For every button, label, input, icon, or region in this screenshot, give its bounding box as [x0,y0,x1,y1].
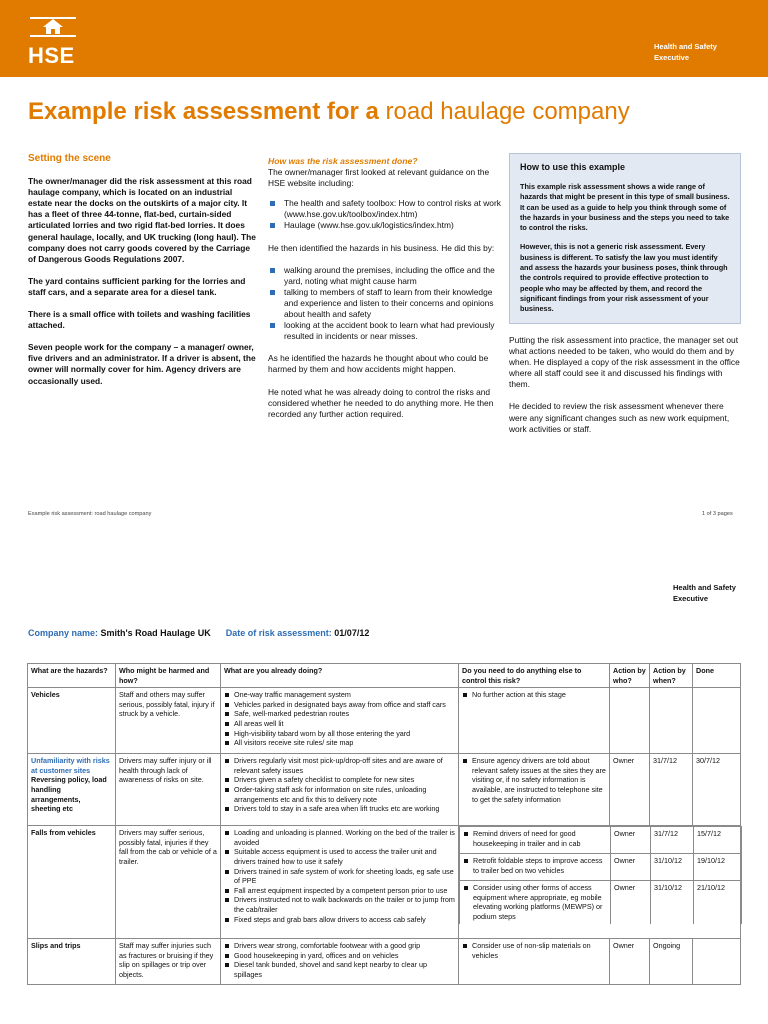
column-header: Done [693,664,741,688]
list-item: The health and safety toolbox: How to control risks at work (www.hse.gov.uk/toolbox/index.htm) [268,198,502,220]
column-header: Who might be harmed and how? [116,664,221,688]
list-item: talking to members of staff to learn from their knowledge and experience and listen to their concerns and opinions about health and safety [268,287,502,320]
house-icon [28,14,78,40]
how-to-use-box [509,153,741,324]
how-done-paragraph: As he identified the hazards he thought about who could be harmed by them and how accidents might happen. [268,353,489,375]
done-cell [693,939,741,985]
action-who-cell: Owner [610,939,650,985]
action-who-cell: Owner [611,881,651,924]
list-item: Haulage (www.hse.gov.uk/logistics/index.htm) [268,220,502,231]
guidance-list [268,198,502,231]
column-header: What are the hazards? [28,664,116,688]
how-done-intro: The owner/manager first looked at relevant guidance on the HSE website including: [268,167,490,189]
done-cell [693,688,741,754]
done-cell: 30/7/12 [693,754,741,826]
action-cell: Ensure agency drivers are told about relevant safety issues at the sites they are visiting or, if no safety information is available, are instructed to telephone site to get the safety information [459,754,610,826]
methods-list [268,265,502,343]
who-cell: Staff and others may suffer serious, possibly fatal, injury if struck by a vehicle. [116,688,221,754]
table-row [28,826,741,939]
column-header: Do you need to do anything else to control this risk? [459,664,610,688]
company-value: Smith's Road Haulage UK [100,628,211,638]
practice-section [509,335,741,446]
doing-cell: One-way traffic management system Vehicles parked in designated bays away from office and staff cars Safe, well-marked pedestrian routes All areas well lit High-visibility tabard worn by all those entering the yard All visitors receive site rules/ site map [221,688,459,754]
org-name: Health and Safety Executive [654,42,717,62]
action-row: Retrofit foldable steps to improve access to trailer bed on two vehicles Owner 31/10/12 19/10/12 [460,854,742,881]
action-cell: Consider use of non-slip materials on vehicles [459,939,610,985]
done-cell: 19/10/12 [694,854,742,881]
action-row: Consider using other forms of access equipment where appropriate, eg mobile elevating working platforms (MEWPS) or podium steps Owner 31/10/12 21/10/12 [460,881,742,924]
scene-paragraph: The yard contains sufficient parking for the lorries and staff cars, and a separate area for a diesel tank. [28,275,246,297]
table-row [28,939,741,985]
hazard-cell: Falls from vehicles [28,826,116,939]
scene-heading: Setting the scene [28,153,111,164]
action-who-cell [610,688,650,754]
company-info [28,628,369,638]
action-cell: No further action at this stage [459,688,610,754]
done-cell: 15/7/12 [694,827,742,854]
action-when-cell: 31/10/12 [651,881,694,924]
hse-logo [28,14,78,68]
doing-cell: Loading and unloading is planned. Working on the bed of the trailer is avoided Suitable access equipment is used to access the trailer unit and drivers trained how to use it safely Drivers trained in safe system of work for sheeting loads, eg safe use of PPE Fall arrest equipment inspected by a competent person prior to use Drivers instructed not to walk backwards on the trailer or to jump from the cab/trailer Fixed steps and grab bars allow drivers to access cab safely [221,826,459,939]
setting-the-scene [28,153,258,398]
table-header-row [28,664,741,688]
table-row [28,754,741,826]
how-done-heading: How was the risk assessment done? [268,156,418,166]
action-who-cell: Owner [611,854,651,881]
list-item: walking around the premises, including the office and the yard, noting what might cause harm [268,265,502,287]
how-done-paragraph: He noted what he was already doing to control the risks and considered whether he needed to do anything more. He then recorded any further action required. [268,386,494,419]
scene-paragraph: The owner/manager did the risk assessment at this road haulage company, which is located on an industrial estate near the docks on the outskirts of a major city. It has a fleet of three 44-tonne, flat-bed, curtain-sided articulated lorries and two rigid flat-bed lorries. It does general haulage, locally, and UK trucking (long haul). The company does not carry goods covered by the Carriage of Dangerous Goods Regulations 2007. [28,176,256,264]
column-header: Action by who? [610,664,650,688]
date-value: 01/07/12 [334,628,370,638]
who-cell: Drivers may suffer injury or ill health through lack of awareness of risks on site. [116,754,221,826]
howbox-paragraph: This example risk assessment shows a wide range of hazards that might be present in this type of small business. It can be used as a guide to help you think through some of the hazards in your business and the steps you need to take to control the risks. [520,182,730,233]
howbox-heading: How to use this example [520,162,626,172]
action-when-cell [650,688,693,754]
how-done-section [268,156,502,431]
doing-cell: Drivers wear strong, comfortable footwear with a good grip Good housekeeping in yard, offices and on vehicles Diesel tank bunded, shovel and sand kept nearby to clear up spillages [221,939,459,985]
list-item: looking at the accident book to learn what had previously resulted in incidents or near misses. [268,320,502,342]
hazard-cell: Unfamiliarity with risks at customer sites Reversing policy, load handling arrangements, sheeting etc [28,754,116,826]
column-header: Action by when? [650,664,693,688]
who-cell: Staff may suffer injuries such as fractures or bruising if they slip on spillages or trip over objects. [116,939,221,985]
action-when-cell: 31/7/12 [650,754,693,826]
action-when-cell: 31/10/12 [651,854,694,881]
practice-paragraph: He decided to review the risk assessment whenever there were any significant changes such as new work equipment, work activities or staff. [509,401,730,434]
done-cell: 21/10/12 [694,881,742,924]
scene-paragraph: Seven people work for the company – a manager/ owner, five drivers and an administrator. If a driver is absent, the owner will normally cover for him. Agency drivers are occasionally used. [28,342,256,386]
page-title: Example risk assessment for a road haulage company [28,98,630,125]
how-done-paragraph: He then identified the hazards in his business. He did this by: [268,242,495,253]
hazard-cell: Slips and trips [28,939,116,985]
logo-text: HSE [28,43,75,68]
column-header: What are you already doing? [221,664,459,688]
action-who-cell: Owner [611,827,651,854]
hazard-cell: Vehicles [28,688,116,754]
footer-title: Example risk assessment: road haulage company [28,511,152,517]
org-name-page2: Health and Safety Executive [673,583,736,603]
action-when-cell: Ongoing [650,939,693,985]
who-cell: Drivers may suffer serious, possibly fatal, injuries if they fall from the cab or vehicle of a trailer. [116,826,221,939]
action-group [459,826,741,939]
company-label: Company name: [28,628,99,638]
date-label: Date of risk assessment: [225,628,332,638]
page-number: 1 of 3 pages [702,511,733,517]
doing-cell: Drivers regularly visit most pick-up/drop-off sites and are aware of relevant safety issues Drivers given a safety checklist to complete for new sites Order-taking staff ask for information on site rules, unloading arrangements etc and fix this to delivery note Drivers told to stay in a safe area when lift trucks etc are working [221,754,459,826]
action-who-cell: Owner [610,754,650,826]
scene-paragraph: There is a small office with toilets and washing facilities attached. [28,309,251,331]
header-banner [0,0,768,77]
action-row: Remind drivers of need for good housekeeping in trailer and in cab Owner 31/7/12 15/7/12 [460,827,742,854]
table-row [28,688,741,754]
practice-paragraph: Putting the risk assessment into practice, the manager set out what actions needed to be taken, who would do them and by when. He displayed a copy of the risk assessment in the office where all staff could see it and discussed his findings with them. [509,335,740,390]
howbox-paragraph: However, this is not a generic risk assessment. Every business is different. To satisfy the law you must identify and assess the hazards your business poses, think through the controls required to provide effective protection to people who may be affected by them, and record the significant findings from your risk assessment of your business. [520,242,728,314]
action-when-cell: 31/7/12 [651,827,694,854]
risk-table [27,663,741,985]
